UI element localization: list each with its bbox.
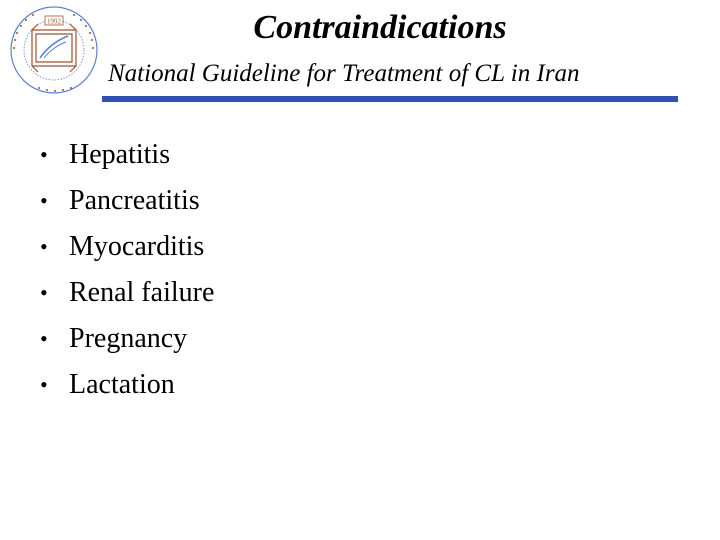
list-item	[40, 178, 214, 224]
list-item-label: Myocarditis	[69, 231, 205, 262]
list-item	[40, 224, 214, 270]
list-item	[40, 316, 214, 362]
bullet-icon: •	[40, 142, 48, 167]
bullet-icon: •	[40, 280, 48, 305]
list-item	[40, 362, 214, 408]
list-item	[40, 270, 214, 316]
list-item-label: Pancreatitis	[69, 185, 200, 216]
bullet-icon: •	[40, 188, 48, 213]
list-item-label: Renal failure	[69, 277, 215, 308]
list-item-label: Hepatitis	[69, 139, 171, 170]
list-item-label: Lactation	[69, 369, 175, 400]
slide-subtitle: National Guideline for Treatment of CL in Iran	[108, 60, 580, 87]
contraindication-list	[40, 132, 214, 408]
slide-title: Contraindications	[253, 9, 507, 46]
list-item	[40, 132, 214, 178]
bullet-icon: •	[40, 372, 48, 397]
institution-seal-icon	[4, 4, 104, 96]
bullet-icon: •	[40, 326, 48, 351]
bullet-icon: •	[40, 234, 48, 259]
seal-year: 1992	[47, 17, 61, 26]
list-item-label: Pregnancy	[69, 323, 188, 354]
header-divider	[102, 96, 678, 102]
